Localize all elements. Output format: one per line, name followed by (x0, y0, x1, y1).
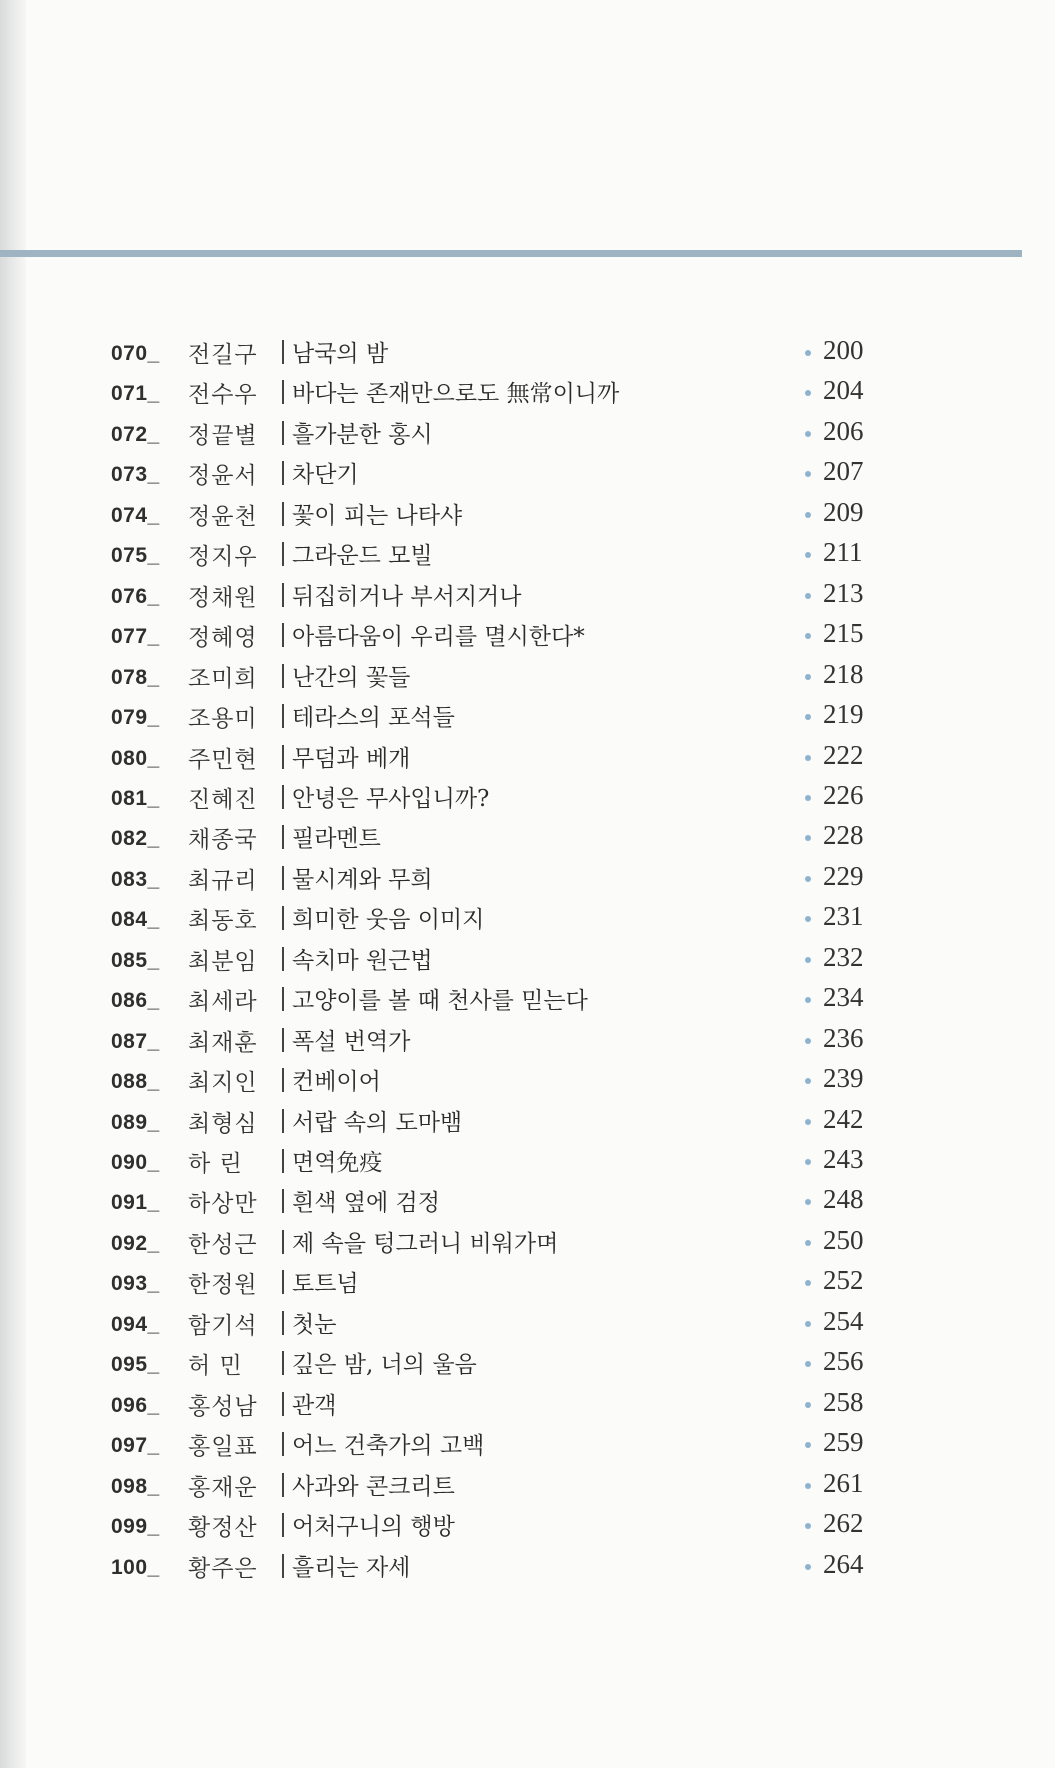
leader-dot (805, 1038, 811, 1044)
entry-title: 꽃이 피는 나타샤 (292, 502, 463, 529)
entry-author: 홍재운 (188, 1474, 258, 1501)
entry-page-number: 256 (823, 1346, 864, 1377)
leader-dot (805, 1442, 811, 1448)
entry-author: 한성근 (188, 1231, 258, 1258)
entry-page-number: 231 (823, 901, 864, 932)
leader-dot (805, 471, 811, 477)
entry-number: 072_ (111, 422, 160, 446)
entry-number: 070_ (111, 342, 160, 365)
entry-number: 089_ (111, 1110, 160, 1134)
toc-entry[interactable] (0, 696, 1055, 736)
entry-title: 제 속을 텅그러니 비워가며 (292, 1230, 559, 1257)
leader-dot (805, 431, 811, 437)
toc-entry[interactable] (0, 575, 1055, 615)
entry-number: 092_ (111, 1231, 160, 1255)
toc-entry[interactable] (0, 939, 1055, 979)
entry-page-number: 228 (823, 820, 864, 851)
entry-author: 정지우 (188, 544, 258, 571)
entry-author: 홍성남 (188, 1393, 258, 1420)
leader-dot (805, 755, 811, 761)
toc-entry[interactable] (0, 1465, 1055, 1505)
entry-author: 허 민 (188, 1353, 243, 1380)
leader-dot (805, 1564, 811, 1570)
entry-page-number: 239 (823, 1063, 864, 1094)
entry-author: 전수우 (188, 382, 258, 409)
entry-author: 한정원 (188, 1272, 258, 1299)
entry-title: 무덤과 베개 (292, 745, 411, 772)
entry-title: 깊은 밤, 너의 울음 (292, 1352, 477, 1379)
toc-entry[interactable] (0, 737, 1055, 777)
toc-entry[interactable] (0, 656, 1055, 696)
entry-number: 097_ (111, 1434, 160, 1458)
header-rule (0, 250, 1022, 257)
separator-bar (282, 583, 284, 607)
toc-entry[interactable] (0, 1424, 1055, 1464)
entry-author: 전길구 (188, 342, 258, 368)
entry-page-number: 229 (823, 860, 864, 891)
entry-author: 하상만 (188, 1191, 258, 1218)
entry-number: 087_ (111, 1029, 160, 1053)
separator-bar (282, 542, 284, 566)
entry-author: 최규리 (188, 867, 258, 894)
separator-bar (282, 1473, 284, 1497)
entry-title: 테라스의 포석들 (292, 705, 455, 732)
entry-title: 아름다움이 우리를 멸시한다* (292, 624, 585, 651)
entry-number: 080_ (111, 746, 160, 770)
separator-bar (282, 1311, 284, 1335)
entry-author: 진혜진 (188, 786, 258, 813)
entry-author: 정끝별 (188, 422, 258, 449)
entry-page-number: 226 (823, 779, 864, 810)
toc-entry[interactable] (0, 777, 1055, 817)
leader-dot (805, 512, 811, 518)
toc-entry[interactable] (0, 1262, 1055, 1302)
entry-title: 흘리는 자세 (292, 1554, 411, 1581)
entry-page-number: 211 (823, 537, 863, 568)
entry-page-number: 218 (823, 658, 864, 689)
separator-bar (282, 987, 284, 1011)
separator-bar (282, 1513, 284, 1537)
leader-dot (805, 1321, 811, 1327)
entry-author: 정채원 (188, 584, 258, 611)
entry-author: 홍일표 (188, 1434, 258, 1461)
entry-number: 096_ (111, 1393, 160, 1417)
entry-page-number: 213 (823, 577, 864, 608)
separator-bar (282, 745, 284, 769)
entry-title: 서랍 속의 도마뱀 (292, 1109, 463, 1136)
entry-page-number: 258 (823, 1386, 864, 1417)
separator-bar (282, 461, 284, 485)
entry-number: 099_ (111, 1515, 160, 1539)
entry-page-number: 252 (823, 1265, 864, 1296)
entry-number: 098_ (111, 1474, 160, 1498)
entry-title: 그라운드 모빌 (292, 543, 433, 570)
entry-number: 083_ (111, 867, 160, 891)
separator-bar (282, 421, 284, 445)
separator-bar (282, 1068, 284, 1092)
entry-number: 073_ (111, 463, 160, 487)
toc-entry[interactable] (0, 1384, 1055, 1424)
entry-number: 079_ (111, 706, 160, 730)
entry-page-number: 254 (823, 1305, 864, 1336)
entry-title: 흘가분한 홍시 (292, 421, 433, 448)
toc-entry[interactable] (0, 1020, 1055, 1060)
entry-page-number: 243 (823, 1144, 864, 1174)
entry-page-number: 261 (823, 1467, 864, 1498)
entry-number: 085_ (111, 948, 160, 972)
entry-page-number: 215 (823, 618, 864, 649)
entry-author: 정혜영 (188, 625, 258, 652)
entry-title: 뒤집히거나 부서지거나 (292, 583, 522, 610)
entry-title: 난간의 꽃들 (292, 664, 411, 691)
entry-author: 최동호 (188, 908, 258, 935)
separator-bar (282, 623, 284, 647)
separator-bar (282, 704, 284, 728)
entry-page-number: 222 (823, 739, 864, 770)
leader-dot (805, 1523, 811, 1529)
entry-author: 최세라 (188, 989, 258, 1016)
entry-title: 고양이를 볼 때 천사를 믿는다 (292, 988, 588, 1015)
entry-number: 071_ (111, 382, 160, 406)
separator-bar (282, 866, 284, 890)
toc-entry[interactable] (0, 534, 1055, 574)
entry-page-number: 219 (823, 699, 864, 730)
leader-dot (805, 552, 811, 558)
entry-title: 차단기 (292, 462, 359, 489)
leader-dot (805, 1240, 811, 1246)
toc-entry[interactable] (0, 858, 1055, 898)
entry-number: 094_ (111, 1312, 160, 1336)
toc-entry[interactable] (0, 1505, 1055, 1545)
toc-entry[interactable] (0, 1222, 1055, 1262)
entry-author: 최재훈 (188, 1029, 258, 1056)
entry-page-number: 250 (823, 1224, 864, 1255)
leader-dot (805, 957, 811, 963)
entry-page-number: 200 (823, 335, 864, 365)
separator-bar (282, 785, 284, 809)
entry-title: 희미한 웃음 이미지 (292, 907, 485, 934)
toc-entry[interactable] (0, 1343, 1055, 1383)
entry-page-number: 248 (823, 1184, 864, 1215)
entry-title: 흰색 옆에 검정 (292, 1190, 440, 1217)
entry-author: 조미희 (188, 665, 258, 692)
separator-bar (282, 1189, 284, 1213)
entry-author: 주민현 (188, 746, 258, 773)
entry-page-number: 207 (823, 456, 864, 487)
toc-entry[interactable] (0, 1303, 1055, 1343)
separator-bar (282, 1109, 284, 1133)
toc-entry[interactable] (0, 898, 1055, 938)
separator-bar (282, 1230, 284, 1254)
entry-number: 074_ (111, 503, 160, 527)
entry-title: 안녕은 무사입니까? (292, 785, 490, 812)
entry-author: 하 린 (188, 1151, 243, 1177)
leader-dot (805, 1119, 811, 1125)
entry-title: 면역免疫 (292, 1150, 383, 1176)
leader-dot (805, 1159, 811, 1165)
entry-title: 물시계와 무희 (292, 866, 433, 893)
entry-number: 081_ (111, 786, 160, 810)
entry-page-number: 262 (823, 1508, 864, 1539)
leader-dot (805, 1078, 811, 1084)
separator-bar (282, 906, 284, 930)
entry-number: 086_ (111, 989, 160, 1013)
entry-title: 남국의 밤 (292, 341, 389, 367)
separator-bar (282, 1028, 284, 1052)
toc-entry[interactable] (0, 453, 1055, 493)
leader-dot (805, 633, 811, 639)
toc-entry[interactable] (0, 1060, 1055, 1100)
leader-dot (805, 1280, 811, 1286)
entry-title: 필라멘트 (292, 826, 381, 853)
leader-dot (805, 835, 811, 841)
entry-page-number: 234 (823, 982, 864, 1013)
entry-author: 조용미 (188, 706, 258, 733)
leader-dot (805, 997, 811, 1003)
leader-dot (805, 390, 811, 396)
leader-dot (805, 1402, 811, 1408)
separator-bar (282, 340, 284, 364)
separator-bar (282, 1270, 284, 1294)
toc-entry[interactable] (0, 1101, 1055, 1141)
toc-entry[interactable] (0, 979, 1055, 1019)
leader-dot (805, 350, 811, 356)
entry-number: 088_ (111, 1070, 160, 1094)
entry-number: 077_ (111, 625, 160, 649)
leader-dot (805, 1361, 811, 1367)
entry-number: 075_ (111, 544, 160, 568)
entry-number: 082_ (111, 827, 160, 851)
entry-title: 어처구니의 행방 (292, 1514, 455, 1541)
separator-bar (282, 825, 284, 849)
entry-author: 채종국 (188, 827, 258, 854)
entry-page-number: 236 (823, 1022, 864, 1053)
entry-author: 황주은 (188, 1555, 258, 1582)
entry-title: 토트넘 (292, 1271, 359, 1298)
entry-number: 078_ (111, 665, 160, 689)
entry-author: 최지인 (188, 1070, 258, 1097)
entry-page-number: 204 (823, 375, 864, 406)
separator-bar (282, 1432, 284, 1456)
separator-bar (282, 947, 284, 971)
separator-bar (282, 1554, 284, 1578)
toc-entry[interactable] (0, 615, 1055, 655)
entry-author: 정윤천 (188, 503, 258, 530)
entry-number: 095_ (111, 1353, 160, 1377)
entry-page-number: 259 (823, 1427, 864, 1458)
toc-entry[interactable] (0, 332, 1055, 372)
entry-page-number: 206 (823, 415, 864, 446)
entry-number: 076_ (111, 584, 160, 608)
entry-page-number: 242 (823, 1103, 864, 1134)
entry-author: 황정산 (188, 1515, 258, 1542)
leader-dot (805, 795, 811, 801)
leader-dot (805, 876, 811, 882)
leader-dot (805, 1483, 811, 1489)
entry-title: 관객 (292, 1392, 337, 1419)
leader-dot (805, 593, 811, 599)
entry-title: 폭설 번역가 (292, 1028, 411, 1055)
separator-bar (282, 502, 284, 526)
entry-number: 091_ (111, 1191, 160, 1215)
toc-entry[interactable] (0, 372, 1055, 412)
separator-bar (282, 1149, 284, 1173)
entry-title: 사과와 콘크리트 (292, 1473, 455, 1500)
leader-dot (805, 714, 811, 720)
entry-title: 첫눈 (292, 1311, 337, 1338)
separator-bar (282, 1392, 284, 1416)
separator-bar (282, 1351, 284, 1375)
toc-entry[interactable] (0, 413, 1055, 453)
separator-bar (282, 380, 284, 404)
leader-dot (805, 916, 811, 922)
entry-title: 속치마 원근법 (292, 947, 433, 974)
toc-entry[interactable] (0, 817, 1055, 857)
toc-entry[interactable] (0, 494, 1055, 534)
entry-number: 100_ (111, 1555, 160, 1579)
leader-dot (805, 674, 811, 680)
entry-page-number: 209 (823, 496, 864, 527)
entry-page-number: 264 (823, 1548, 864, 1579)
entry-number: 093_ (111, 1272, 160, 1296)
entry-title: 바다는 존재만으로도 無常이니까 (292, 381, 620, 408)
entry-title: 어느 건축가의 고백 (292, 1433, 485, 1460)
entry-author: 최형심 (188, 1110, 258, 1137)
entry-title: 컨베이어 (292, 1069, 381, 1096)
toc-entry[interactable] (0, 1546, 1055, 1586)
entry-number: 090_ (111, 1151, 160, 1174)
entry-author: 최분임 (188, 948, 258, 975)
toc-entry[interactable] (0, 1181, 1055, 1221)
entry-number: 084_ (111, 908, 160, 932)
entry-author: 함기석 (188, 1312, 258, 1339)
entry-page-number: 232 (823, 941, 864, 972)
separator-bar (282, 664, 284, 688)
entry-author: 정윤서 (188, 463, 258, 490)
toc-entry[interactable] (0, 1141, 1055, 1181)
leader-dot (805, 1199, 811, 1205)
